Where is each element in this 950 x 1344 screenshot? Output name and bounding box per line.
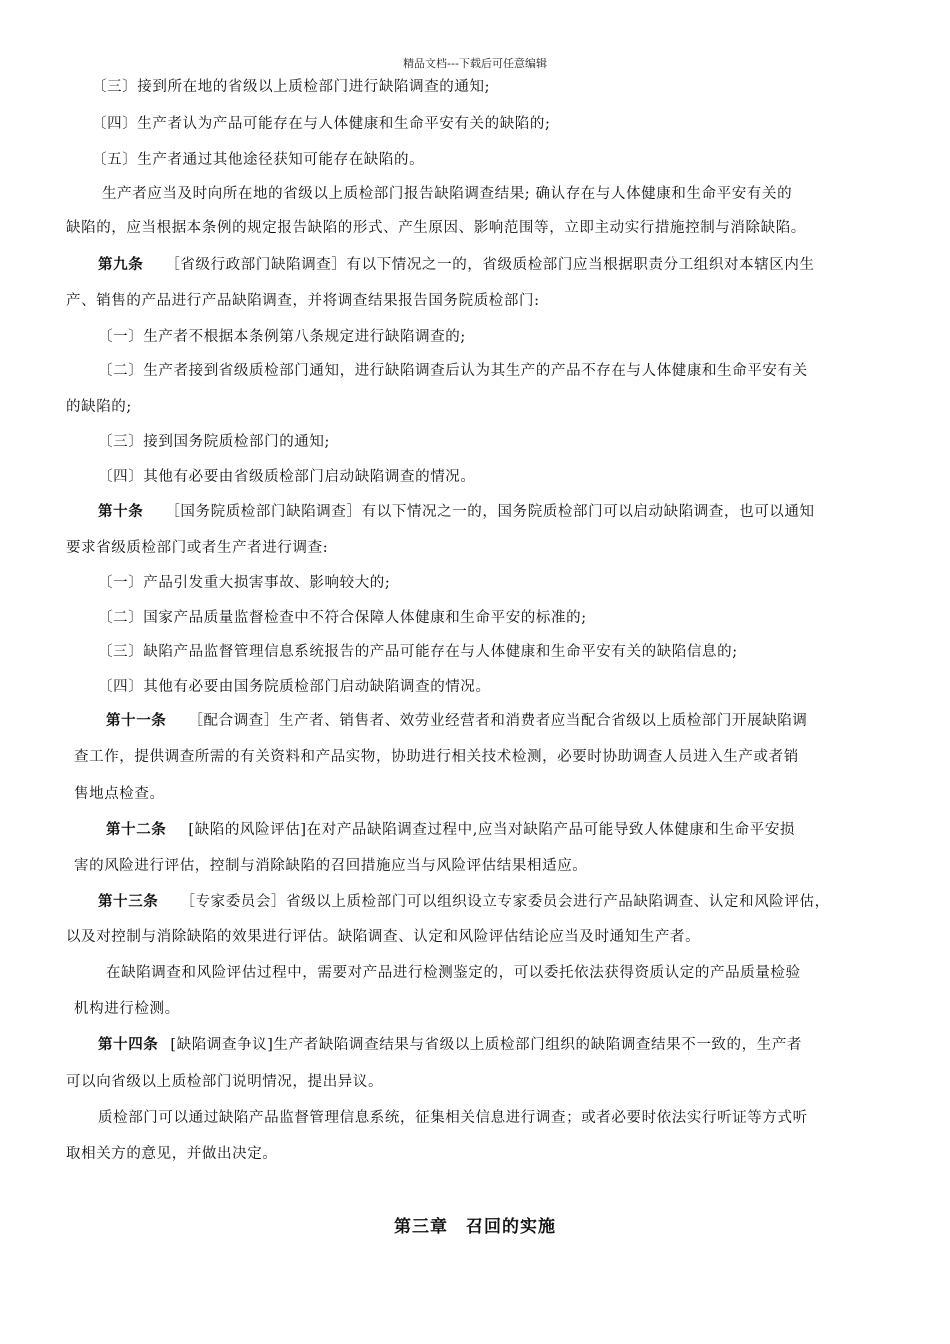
article-14-title: 第十四条: [98, 1037, 159, 1053]
article-13-text: ［专家委员会］省级以上质检部门可以组织设立专家委员会进行产品缺陷调查、认定和风险评估，: [180, 894, 830, 910]
article-13-title: 第十三条: [98, 894, 159, 910]
article-9-title: 第九条: [98, 257, 144, 273]
article-10-text: ［国务院质检部门缺陷调查］有以下情况之一的，国务院质检部门可以启动缺陷调查，也可以通知: [165, 504, 815, 520]
paragraph-line: 〔三〕接到国务院质检部门的通知;: [98, 434, 330, 450]
paragraph-line: 质检部门可以通过缺陷产品监督管理信息系统，征集相关信息进行调查；或者必要时依法实行听证等方式听: [98, 1110, 808, 1126]
paragraph-line: 机构进行检测。: [74, 1001, 180, 1017]
paragraph-line: 以及对控制与消除缺陷的效果进行评估。缺陷调查、认定和风险评估结论应当及时通知生产者。: [66, 929, 701, 945]
article-11-text: ［配合调查］生产者、销售者、效劳业经营者和消费者应当配合省级以上质检部门开展缺陷调: [188, 713, 808, 729]
paragraph-line: 要求省级质检部门或者生产者进行调查:: [66, 540, 329, 556]
paragraph-line: 查工作，提供调查所需的有关资料和产品实物，协助进行相关技术检测，必要时协助调查人员进入生产或者销: [74, 749, 799, 765]
paragraph-line: 生产者应当及时向所在地的省级以上质检部门报告缺陷调查结果; 确认存在与人体健康和生命平安有关的: [102, 186, 793, 202]
paragraph-line: 售地点检查。: [74, 786, 165, 802]
paragraph-line: 〔三〕接到所在地的省级以上质检部门进行缺陷调查的通知;: [92, 79, 491, 95]
article-9-text: ［省级行政部门缺陷调查］有以下情况之一的，省级质检部门应当根据职责分工组织对本辖区内生: [165, 257, 815, 273]
paragraph-line: 缺陷的，应当根据本条例的规定报告缺陷的形式、产生原因、影响范围等，立即主动实行措施控制与消除缺陷。: [66, 220, 806, 236]
paragraph-line: 〔四〕其他有必要由省级质检部门启动缺陷调查的情况。: [98, 469, 476, 485]
article-14-line: [98, 1035, 802, 1055]
paragraph-line: 在缺陷调查和风险评估过程中，需要对产品进行检测鉴定的，可以委托依法获得资质认定的产品质量检验: [106, 965, 801, 981]
paragraph-line: 可以向省级以上质检部门说明情况，提出异议。: [66, 1074, 384, 1090]
article-13-line: [98, 892, 830, 912]
chapter-title: 第三章 召回的实施: [394, 1217, 556, 1237]
article-12-text: [缺陷的风险评估]在对产品缺陷调查过程中,应当对缺陷产品可能导致人体健康和生命平安损: [188, 822, 796, 838]
paragraph-line: 的缺陷的;: [66, 399, 132, 415]
paragraph-line: 〔四〕生产者认为产品可能存在与人体健康和生命平安有关的缺陷的;: [92, 116, 551, 132]
header-note: 精品文档---下载后可任意编辑: [403, 57, 547, 70]
article-12-line: [106, 820, 795, 840]
article-14-text: [缺陷调查争议]生产者缺陷调查结果与省级以上质检部门组织的缺陷调查结果不一致的，生产者: [170, 1037, 803, 1053]
paragraph-line: 取相关方的意见，并做出决定。: [66, 1146, 278, 1162]
article-12-title: 第十二条: [106, 822, 167, 838]
article-11-title: 第十一条: [106, 713, 167, 729]
article-10-line: [98, 502, 815, 522]
article-11-line: [106, 711, 808, 731]
paragraph-line: 〔二〕国家产品质量监督检查中不符合保障人体健康和生命平安的标准的;: [98, 610, 587, 626]
paragraph-line: 害的风险进行评估，控制与消除缺陷的召回措施应当与风险评估结果相适应。: [74, 858, 588, 874]
paragraph-line: 〔一〕产品引发重大损害事故、影响较大的;: [98, 575, 391, 591]
paragraph-line: 〔五〕生产者通过其他途径获知可能存在缺陷的。: [92, 152, 425, 168]
paragraph-line: 〔三〕缺陷产品监督管理信息系统报告的产品可能存在与人体健康和生命平安有关的缺陷信息的;: [98, 644, 738, 660]
article-10-title: 第十条: [98, 504, 144, 520]
paragraph-line: 〔二〕生产者接到省级质检部门通知，进行缺陷调查后认为其生产的产品不存在与人体健康和生命平安有关: [98, 363, 808, 379]
paragraph-line: 产、销售的产品进行产品缺陷调查，并将调查结果报告国务院质检部门:: [66, 293, 540, 309]
paragraph-line: 〔四〕其他有必要由国务院质检部门启动缺陷调查的情况。: [98, 679, 491, 695]
paragraph-line: 〔一〕生产者不根据本条例第八条规定进行缺陷调查的;: [98, 329, 466, 345]
article-9-line: [98, 255, 815, 275]
